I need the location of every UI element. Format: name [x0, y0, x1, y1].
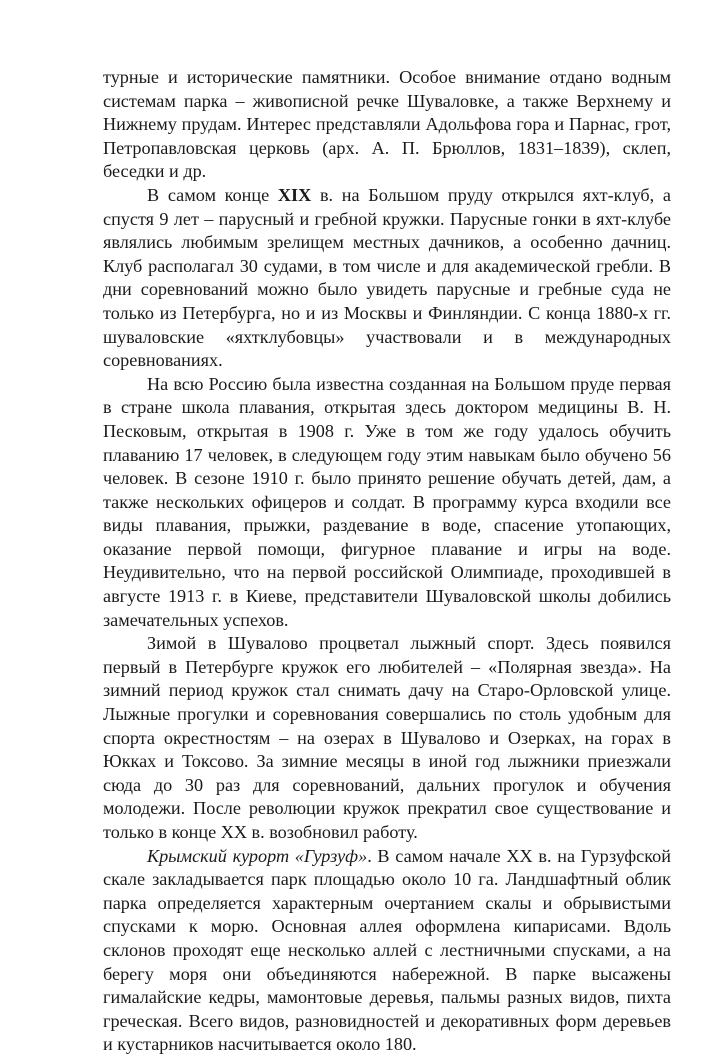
century-numeral: XIX [277, 184, 312, 205]
section-heading-italic: Крымский курорт «Гурзуф» [147, 845, 368, 866]
paragraph-gurzuf-resort [103, 845, 671, 1057]
body-text [103, 66, 671, 1057]
paragraph-swimming-school [103, 373, 671, 633]
text-run: Зимой в Шувалово процветал лыжный спорт. Здесь появился первый в Петербурге кружок его любителей – «Полярная звезда». На зимний период кружок стал снимать дачу на Старо-Орловской улице. Лыжные прогулки и соревнования совершались по столь удобным для спорта окрестностям – на озерах в Шувалово и Озерках, на горах в Юкках и Токсово. За зимние месяцы в иной год лыжники приезжали сюда до 30 раз для соревнований, дальних прогулок и обучения молодежи. После революции кружок прекратил свое существование и только в конце XX в. возобновил работу. [103, 633, 671, 842]
paragraph-ski-sport [103, 632, 671, 844]
paragraph-yacht-club [103, 184, 671, 373]
text-run: На всю Россию была известна созданная на Большом пруде первая в стране школа плавания, открытая здесь доктором медицины В. Н. Песковым, открытая в 1908 г. Уже в том же году удалось обучить плаванию 17 человек, в следующем году этим навыкам было обучено 56 человек. В сезоне 1910 г. было принято решение обучать детей, дам, а также нескольких офицеров и солдат. В программу курса входили все виды плавания, прыжки, раздевание в воде, спасение утопающих, оказание первой помощи, фигурное плавание и игры на воде. Неудивительно, что на первой российской Олимпиаде, проходившей в августе 1913 г. в Киеве, представители Шуваловской школы добились замечательных успехов. [103, 373, 671, 630]
text-run: . В самом начале XX в. на Гурзуфской скале закладывается парк площадью около 10 га. Ландшафтный облик парка определяется характерным очертанием скалы и обрывистыми спусками к морю. Основная аллея оформлена кипарисами. Вдоль склонов проходят еще несколько аллей с лестничными спусками, а на берегу моря они объединяются набережной. В парке высажены гималайские кедры, мамонтовые деревья, пальмы разных видов, пихта греческая. Всего видов, разновидностей и декоративных форм деревьев и кустарников насчитывается около 180. [103, 845, 671, 1055]
text-run: в. на Большом пруду открылся яхт-клуб, а спустя 9 лет – парусный и гребной кружки. Парусные гонки в яхт-клубе являлись любимым зрелищем местных дачников, а особенно дачниц. Клуб располагал 30 судами, в том числе и для академической гребли. В дни соревнований можно было увидеть парусные и гребные суда не только из Петербурга, но и из Москвы и Финляндии. С конца 1880-х гг. шуваловские «яхтклубовцы» участвовали и в международных соревнованиях. [103, 184, 671, 371]
text-run: В самом конце [147, 184, 278, 205]
text-run: турные и исторические памятники. Особое внимание отдано водным системам парка – живописной речке Шуваловке, а также Верхнему и Нижнему прудам. Интерес представляли Адольфова гора и Парнас, грот, Петропавловская церковь (арх. А. П. Брюллов, 1831–1839), склеп, беседки и др. [103, 67, 671, 182]
paragraph-water-systems [103, 66, 671, 184]
